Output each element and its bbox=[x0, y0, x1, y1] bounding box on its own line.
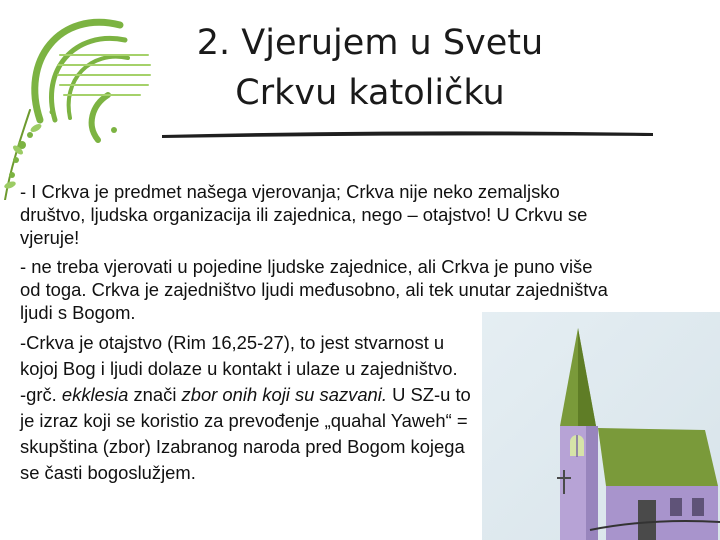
paragraph-ekklesia-line-4: se časti bogoslužjem. bbox=[20, 462, 196, 483]
ekklesia-prefix: -grč. bbox=[20, 384, 62, 405]
ekklesia-definition: zbor onih koji su sazvani. bbox=[181, 384, 387, 405]
ekklesia-term: ekklesia bbox=[61, 384, 129, 405]
paragraph-ekklesia-line-3: skupština (zbor) Izabranog naroda pred Bogom kojega bbox=[20, 436, 465, 457]
paragraph-communion: - ne treba vjerovati u pojedine ljudske zajednice, ali Crkva je puno više od toga. Crkva je zajedništvo ljudi međusobno, ali tek unutar zajedništva ljudi s Bogom. bbox=[20, 256, 608, 323]
ekklesia-means: znači bbox=[128, 384, 182, 405]
paragraph-ekklesia-line-1 bbox=[20, 382, 610, 408]
title-underline bbox=[160, 126, 655, 142]
paragraph-church-object-of-faith: - I Crkva je predmet našega vjerovanja; Crkva nije neko zemaljsko društvo, ljudska organizacija ili zajednica, nego – otajstvo! U Crkvu se vjeruje! bbox=[20, 181, 588, 248]
slide-title: 2. Vjerujem u Svetu Crkvu katoličku bbox=[196, 23, 544, 113]
green-swirl-logo-icon bbox=[0, 0, 160, 200]
paragraph-mystery-line-1: -Crkva je otajstvo (Rim 16,25-27), to jest stvarnost u bbox=[20, 332, 445, 353]
ekklesia-suffix: U SZ-u to bbox=[386, 384, 471, 405]
paragraph-ekklesia-line-2: je izraz koji se koristio za prevođenje „quahal Yaweh“ = bbox=[20, 410, 468, 431]
paragraph-mystery-line-2: kojoj Bog i ljudi dolaze u kontakt i ulaze u zajedništvo. bbox=[20, 358, 458, 379]
slide-body bbox=[20, 180, 610, 486]
